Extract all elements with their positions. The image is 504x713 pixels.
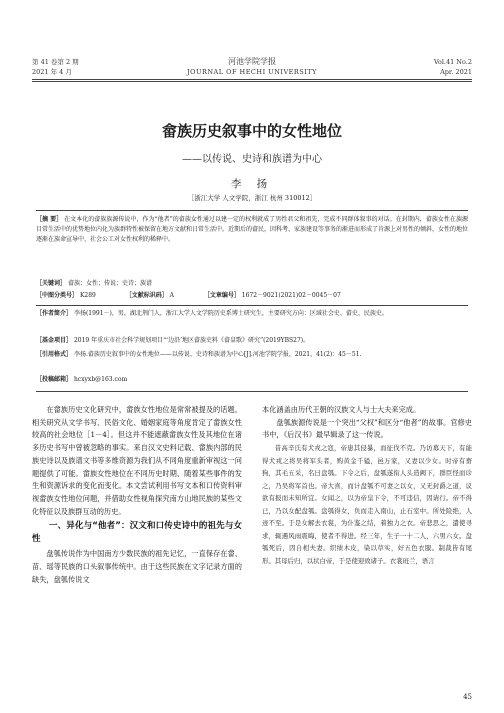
page-number: 45 [463,693,472,701]
classification-line [36,291,468,301]
author-bio-label: ［作者简介］ [36,310,73,317]
article-id-value: 1672－9021(2021)02－0045－07 [241,292,341,299]
email-address[interactable]: hcxyxb@163.com [73,376,128,383]
header-rule-double [32,81,472,82]
meta-divider [36,305,468,306]
abstract-bottom-rule [36,391,468,392]
author-bio-text: 李扬(1991－)，男，湖北荆门人，浙江大学人文学院历史系博士研究生，主要研究方向：区域社会史、畲史、民族史。 [73,310,388,317]
body-right-column [262,404,472,568]
citation-line [36,350,468,360]
email-line [36,375,468,385]
citation-text: 李扬.畲族历史叙事中的女性地位——以传说、史诗和族谱为中心[J].河池学院学报，2021，41(2)：45－51. [73,351,362,358]
section-heading: 一、异化与“他者”：汉文和口传史诗中的祖先与女性 [32,521,242,544]
abstract [36,215,468,246]
body-left-column [32,404,242,586]
body-paragraph: 盘瓠传说作为中国南方少数民族的祖先记忆，一直保存在畲、苗、瑶等民族的口头叙事传统中。由于这些民族在文字记录方面的缺失，盘瓠传说文 [32,549,242,584]
body-paragraph: 在畲族历史文化研究中，畲族女性地位是常常被提及的话题。相关研究从文学书写、民俗文化、婚姻家庭等角度肯定了畲族女性较高的社会地位［1－4］。但这并不能遮蔽畲族女性及其地位在诸多历史书写中曾被忽略的事实。来自汉文史料记载、畲族内部的民族史诗以及族谱文书等多维资源为我们从不同角度重新审视这一问题提供了可能。畲族女性地位在不同历史时期、随着某些事件的发生和资源诉求的变化而变化。本文尝试利用书写文本和口传资料审视畲族女性地位问题，并借助女性视角探究南方山地民族的某些文化特征以及族群互动的历史。 [32,405,242,516]
volume-en: Vol.41 No.2 [433,58,472,66]
fund-label: ［基金项目］ [36,337,73,344]
article-subtitle: ——以传说、史诗和族谱为中心 [182,154,322,165]
journal-title-en: JOURNAL OF HECHI UNIVERSITY [187,68,317,76]
issue-volume: 第 41 卷第 2 期 [32,58,79,66]
journal-title-cn: 河池学院学报 [228,57,276,66]
header-rule [32,79,472,80]
clc-value: K289 [79,292,96,299]
clc-label: ［中图分类号］ [36,292,79,299]
date-en: Apr. 2021 [440,68,472,76]
doc-code-label: ［文献标识码］ [125,292,168,299]
author-bio [36,309,468,319]
citation-label: ［引用格式］ [36,351,73,358]
fund-line [36,336,468,346]
keywords: 畲族；女性；传说；史诗；族谱 [67,280,152,287]
author-name: 李 扬 [230,178,274,190]
author-affiliation: ［浙江大学 人文学院，浙江 杭州 310012］ [187,194,317,202]
body-paragraph: 本化涵盖由历代王朝的汉族文人与士大夫来完成。 [262,405,421,414]
fund-text: 2019 年重庆市社会科学规划项目“‘边沿’地区畲族史料《畲皇歌》研究”(2019YBS27)。 [73,337,310,344]
keywords-label: ［关键词］ [36,280,67,287]
email-label: ［投稿邮箱］ [36,376,73,383]
abstract-top-rule [36,210,468,211]
abstract-text: 在文本化的畲族族源传说中，作为“他者”的畲族女性通过以建一定的权利就成了男性君父和祖先，完成不同群体叙事的对话。在封期内，畲族女性在族源目常生活中的优势地位内化为族群特性被保留在地方文献和日常生活中。近期后的畲民，因科考、家族建设等事务的渐进而形成了肯源上对男性的倾斜，女性的地位逐渐在族命宣导中、社会公工对女性权利的稀释中。 [36,216,469,244]
abstract-label: ［摘 要］ [36,216,63,223]
article-title: 畲族历史叙事中的女性地位 [161,122,342,140]
doc-code-value: A [169,292,174,299]
body-paragraph: 盘瓠族源传说是一个突出“父权”和区分“他者”的故事。官修史书中，《后汉书》最早辑录了这一传说。 [262,417,472,440]
article-id-label: ［文章编号］ [203,292,240,299]
keywords-line [36,279,468,289]
issue-date: 2021 年 4 月 [32,68,72,76]
quoted-passage: 昔高辛氏有犬戎之寇，帝患其侵暴，而征伐不克。乃访募天下，有能得犬戎之将吴将军头者，购黄金千镒，邑万家，又妻以少女。时帝有畜狗，其毛五采，名曰盘瓠。下令之后，盘瓠遂衔人头造阙下，群臣怪而诊之，乃吴将军首也。帝大喜，而计盘瓠不可妻之以女，又无封爵之道，议欲有报而未知所宜。女闻之，以为帝皇下令，不可违信，因请行。帝不得已，乃以女配盘瓠。盘瓠得女，负而走入南山，止石室中。所处险绝，人迹不至。于是女解去衣裳，为仆鉴之结，着独力之衣。帝悲思之，遣使寻求，辄遇风雨震晦，使者不得进。经三年，生子一十二人，六男六女。盘瓠死后，因自相夫妻。织绩木皮，染以草实，好五色衣服。制裁皆有尾形。其母后归，以状白帝，于是使迎致诸子。衣裳班兰，语言 [262,444,472,566]
